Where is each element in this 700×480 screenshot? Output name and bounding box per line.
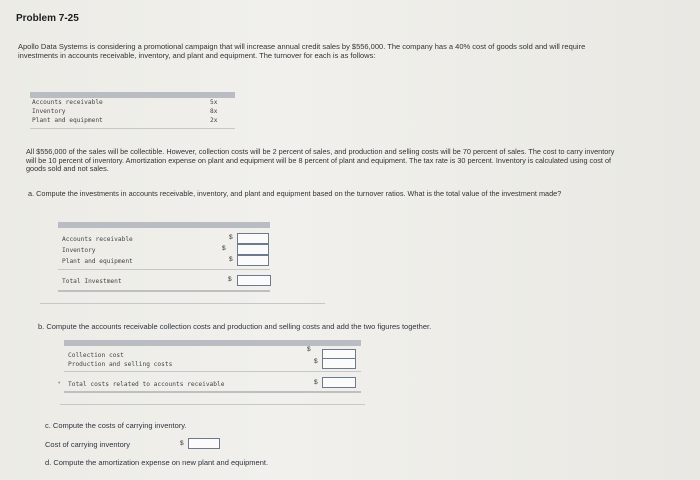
- divider: [64, 371, 361, 372]
- dollar-sign: $: [314, 358, 318, 365]
- part-b-label-collection: Collection cost: [68, 352, 124, 359]
- table-row: [30, 99, 235, 108]
- divider: [58, 290, 270, 292]
- dollar-sign: $: [228, 276, 232, 283]
- divider: [60, 404, 365, 405]
- divider: [40, 303, 325, 304]
- ar-investment-input[interactable]: [237, 233, 269, 244]
- part-a-total-label: Total Investment: [62, 278, 122, 285]
- part-a-label-ar: Accounts receivable: [62, 236, 133, 243]
- dollar-sign: $: [314, 379, 318, 386]
- production-selling-cost-input[interactable]: [322, 358, 356, 369]
- part-a-question: a. Compute the investments in accounts receivable, inventory, and plant and equipment based on the turnover ratios. What is the total value of the investment made?: [28, 189, 562, 198]
- plant-investment-input[interactable]: [237, 255, 269, 266]
- table-row: [30, 117, 235, 126]
- table-row: [30, 108, 235, 117]
- divider: [64, 391, 361, 393]
- bullet-icon: •: [58, 380, 61, 387]
- total-investment-input[interactable]: [237, 275, 271, 286]
- total-ar-costs-input[interactable]: [322, 377, 356, 388]
- part-c-label: Cost of carrying inventory: [45, 440, 131, 449]
- divider: [58, 269, 270, 270]
- part-a-label-plant: Plant and equipment: [62, 258, 133, 265]
- part-d-question: d. Compute the amortization expense on new plant and equipment.: [45, 458, 269, 467]
- dollar-sign: $: [307, 346, 311, 353]
- dollar-sign: $: [180, 440, 184, 447]
- assumptions-text: All $556,000 of the sales will be collectible. However, collection costs will be 2 percent of sales, and production and selling costs will be 70 percent of sales. The cost to carry inventory will be 10 percent of inventory. Amortization expense on plant and equipment will be 8 percent of plant and equipment. The tax rate is 30 percent. Inventory is calculated using cost of goods sold and not sales.: [26, 147, 615, 174]
- dollar-sign: $: [229, 256, 233, 263]
- turnover-table-header: [30, 92, 235, 98]
- part-b-total-label: Total costs related to accounts receivable: [68, 381, 225, 388]
- divider: [30, 128, 235, 129]
- part-c-question: c. Compute the costs of carrying inventory.: [45, 421, 187, 430]
- turnover-label: Accounts receivable: [32, 99, 103, 106]
- turnover-value: 2x: [210, 117, 218, 124]
- inventory-investment-input[interactable]: [237, 244, 269, 255]
- dollar-sign: $: [229, 234, 233, 241]
- turnover-table: [30, 99, 235, 126]
- problem-title: Problem 7-25: [16, 13, 79, 24]
- part-b-table-header: [64, 340, 361, 346]
- turnover-value: 5x: [210, 99, 218, 106]
- turnover-label: Plant and equipment: [32, 117, 103, 124]
- problem-intro: Apollo Data Systems is considering a promotional campaign that will increase annual credit sales by $556,000. The company has a 40% cost of goods sold and will require investments in accounts receivable, inventory, and plant and equipment. The turnover for each is as follows:: [18, 42, 586, 60]
- part-b-question: b. Compute the accounts receivable collection costs and production and selling costs and add the two figures together.: [38, 322, 432, 331]
- turnover-value: 8x: [210, 108, 218, 115]
- part-b-label-production: Production and selling costs: [68, 361, 173, 368]
- part-a-label-inventory: Inventory: [62, 247, 96, 254]
- turnover-label: Inventory: [32, 108, 66, 115]
- part-a-table-header: [58, 222, 270, 228]
- dollar-sign: $: [222, 245, 226, 252]
- inventory-carrying-cost-input[interactable]: [188, 438, 220, 449]
